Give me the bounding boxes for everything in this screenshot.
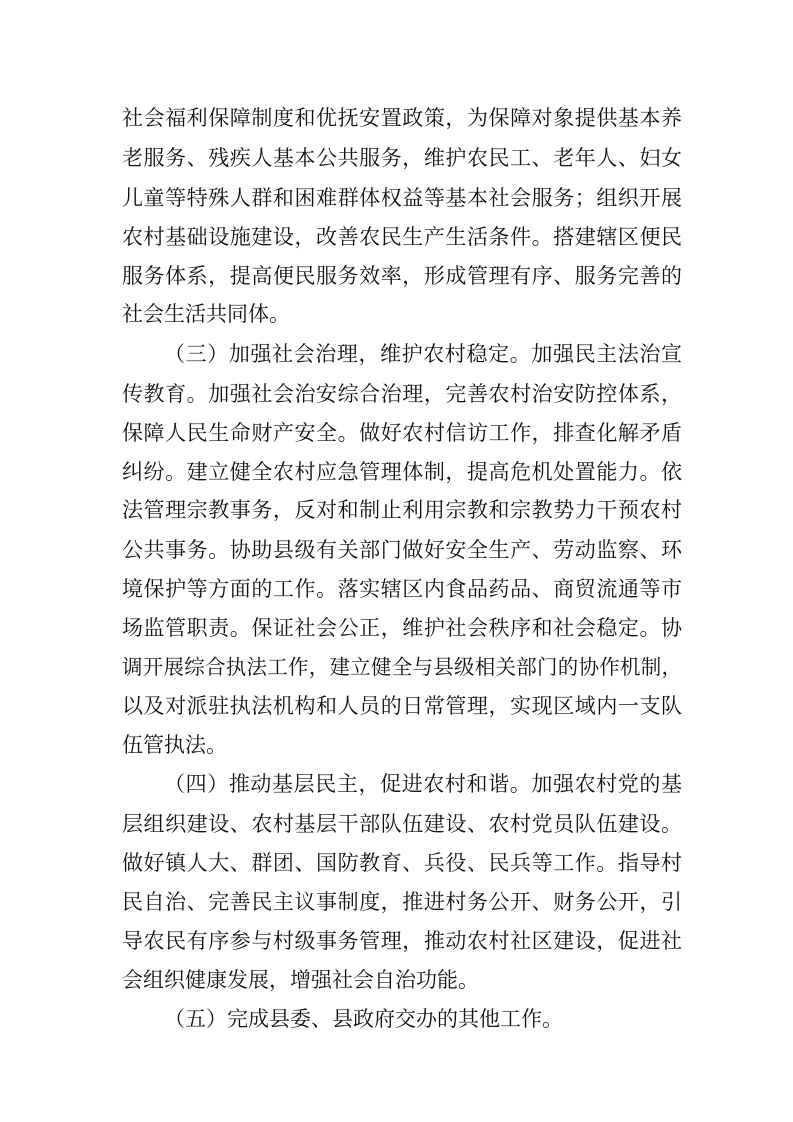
- body-text-line: 法管理宗教事务，反对和制止利用宗教和宗教势力干预农村: [122, 498, 682, 522]
- body-text-line: 境保护等方面的工作。落实辖区内食品药品、商贸流通等市: [122, 577, 682, 601]
- body-text-line: 服务体系，提高便民服务效率，形成管理有序、服务完善的: [122, 264, 682, 288]
- body-text-line: 做好镇人大、群团、国防教育、兵役、民兵等工作。指导村: [122, 851, 682, 875]
- body-text-line: 老服务、残疾人基本公共服务，维护农民工、老年人、妇女: [122, 146, 682, 170]
- body-text-line: 伍管执法。: [122, 733, 227, 757]
- body-text-line: 农村基础设施建设，改善农民生产生活条件。搭建辖区便民: [122, 225, 682, 249]
- body-text-line: 保障人民生命财产安全。做好农村信访工作，排查化解矛盾: [122, 421, 682, 445]
- section-heading-line: （五）完成县委、县政府交办的其他工作。: [164, 1007, 563, 1031]
- body-text-line: 社会生活共同体。: [122, 302, 290, 326]
- body-text-line: 纠纷。建立健全农村应急管理体制，提高危机处置能力。依: [122, 460, 682, 484]
- body-text-line: 调开展综合执法工作，建立健全与县级相关部门的协作机制，: [122, 655, 682, 679]
- body-text-line: 场监管职责。保证社会公正，维护社会秩序和社会稳定。协: [122, 616, 682, 640]
- body-text-line: 公共事务。协助县级有关部门做好安全生产、劳动监察、环: [122, 538, 682, 562]
- body-text-line: 民自治、完善民主议事制度，推进村务公开、财务公开，引: [122, 890, 682, 914]
- body-text-line: 以及对派驻执法机构和人员的日常管理，实现区域内一支队: [122, 694, 682, 718]
- body-text-line: 社会福利保障制度和优抚安置政策，为保障对象提供基本养: [122, 106, 682, 130]
- body-text-line: 会组织健康发展，增强社会自治功能。: [122, 968, 479, 992]
- body-text-line: 儿童等特殊人群和困难群体权益等基本社会服务；组织开展: [122, 186, 682, 210]
- body-text-line: 导农民有序参与村级事务管理，推动农村社区建设，促进社: [122, 929, 682, 953]
- section-heading-line: （四）推动基层民主，促进农村和谐。加强农村党的基: [164, 772, 682, 796]
- body-text-line: 传教育。加强社会治安综合治理，完善农村治安防控体系，: [122, 382, 682, 406]
- body-text-line: 层组织建设、农村基层干部队伍建设、农村党员队伍建设。: [122, 812, 682, 836]
- section-heading-line: （三）加强社会治理，维护农村稳定。加强民主法治宣: [164, 342, 682, 366]
